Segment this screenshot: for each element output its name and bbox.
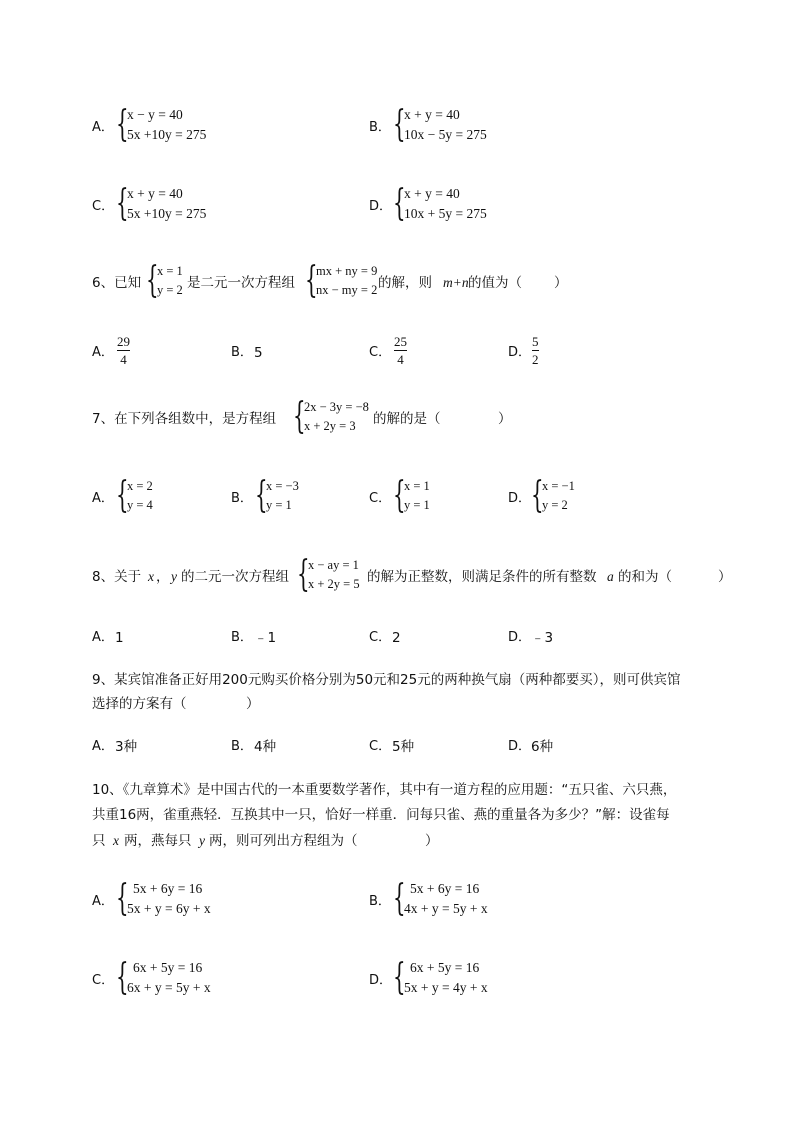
question-text: 的解为正整数，则满足条件的所有整数: [367, 569, 597, 585]
question-text: 共重16两，雀重燕轻．互换其中一只，恰好一样重．问每只雀、燕的重量各为多少？”解：设雀每: [92, 807, 670, 823]
equation-system: [305, 262, 377, 300]
left-brace: {: [116, 475, 129, 516]
equation-system: [116, 958, 211, 998]
question-text: ，: [156, 569, 170, 585]
question-text: 10、《九章算术》是中国古代的一本重要数学著作，其中有一道方程的应用题：“五只雀、六只燕，: [92, 782, 677, 798]
option-value: 1: [115, 630, 124, 646]
equation: x − y = 40: [127, 107, 183, 122]
variable: x: [148, 569, 154, 584]
option-label: A．: [92, 120, 114, 135]
option-value: 2: [392, 630, 401, 646]
option-label: D．: [508, 630, 532, 645]
equation: x + 2y = 3: [304, 419, 356, 433]
equation: x + y = 40: [404, 186, 460, 201]
equation: 5x + 6y = 16: [133, 881, 203, 896]
equation-system: [116, 879, 211, 919]
equation: x + y = 40: [404, 107, 460, 122]
option-label: D．: [508, 345, 532, 360]
question-text: 是二元一次方程组: [187, 275, 295, 291]
equation: x + y = 40: [127, 186, 183, 201]
question-text: 只: [92, 833, 106, 849]
equation-system: [255, 477, 299, 515]
equation: x = 2: [127, 479, 153, 493]
fraction: [532, 334, 539, 367]
equation-system: [393, 184, 487, 224]
equation: x − ay = 1: [308, 558, 359, 572]
option-label: A．: [92, 894, 114, 909]
left-brace: {: [116, 183, 129, 224]
left-brace: {: [297, 554, 310, 595]
variable: m+n: [443, 275, 469, 290]
question-text: 的解的是（: [373, 411, 441, 427]
equation: 6x + 5y = 16: [410, 960, 480, 975]
equation: 2x − 3y = −8: [304, 400, 369, 414]
option-value: 3种: [115, 739, 138, 755]
equation: nx − my = 2: [316, 283, 378, 297]
option-label: B．: [231, 345, 253, 360]
left-brace: {: [293, 396, 306, 437]
question-text: ）: [554, 275, 568, 291]
question-text: 的解，则: [378, 275, 432, 291]
equation: y = 4: [127, 498, 153, 512]
left-brace: {: [305, 260, 318, 301]
question-text: 6、已知: [92, 275, 142, 291]
fraction: [117, 334, 130, 367]
option-label: D．: [508, 739, 532, 754]
option-label: B．: [231, 491, 253, 506]
equation-system: [293, 398, 369, 436]
fraction-bar: [117, 350, 130, 351]
option-value: ﹣1: [254, 630, 277, 646]
equation: x = 1: [157, 264, 183, 278]
option-label: C．: [369, 630, 392, 645]
left-brace: {: [116, 104, 129, 145]
option-value: 5种: [392, 739, 415, 755]
equation: 6x + y = 5y + x: [127, 980, 211, 995]
equation: 10x − 5y = 275: [404, 127, 487, 142]
equation: 5x +10y = 275: [127, 127, 207, 142]
equation-system: [116, 477, 153, 515]
left-brace: {: [393, 475, 406, 516]
denominator: 4: [397, 352, 404, 367]
solution-system: [146, 262, 183, 300]
question-text: ）: [246, 696, 260, 712]
option-label: D．: [369, 973, 393, 988]
question-text: 8、关于: [92, 569, 142, 585]
equation: 5x + y = 4y + x: [404, 980, 488, 995]
fraction: [394, 334, 407, 367]
question-text: 的值为（: [468, 275, 522, 291]
question-text: 9、某宾馆准备正好用200元购买价格分别为50元和25元的两种换气扇（两种都要买），则可供宾馆: [92, 672, 681, 688]
equation-system: [393, 477, 430, 515]
numerator: 29: [117, 334, 130, 349]
left-brace: {: [393, 104, 406, 145]
option-label: B．: [231, 630, 253, 645]
equation: x = −3: [266, 479, 299, 493]
equation: 4x + y = 5y + x: [404, 901, 488, 916]
equation: y = 2: [157, 283, 183, 297]
left-brace: {: [393, 183, 406, 224]
option-label: C．: [369, 491, 392, 506]
equation: 5x + y = 6y + x: [127, 901, 211, 916]
left-brace: {: [116, 878, 129, 919]
numerator: 25: [394, 334, 407, 349]
option-label: C．: [369, 739, 392, 754]
variable: y: [171, 569, 177, 584]
equation: y = 1: [404, 498, 430, 512]
question-text: 选择的方案有（: [92, 696, 187, 712]
option-value: 5: [254, 345, 263, 361]
left-brace: {: [255, 475, 268, 516]
equation: 5x +10y = 275: [127, 206, 207, 221]
equation-system: [393, 879, 488, 919]
option-label: B．: [369, 120, 391, 135]
equation-system: [531, 477, 575, 515]
option-label: A．: [92, 630, 114, 645]
equation: x = −1: [542, 479, 575, 493]
option-label: A．: [92, 345, 114, 360]
equation: x = 1: [404, 479, 430, 493]
question-text: ）: [718, 569, 732, 585]
equation: 6x + 5y = 16: [133, 960, 203, 975]
equation-system: [393, 958, 488, 998]
variable: a: [607, 569, 614, 584]
equation: x + 2y = 5: [308, 577, 360, 591]
equation-system: [116, 105, 206, 145]
option-label: A．: [92, 739, 114, 754]
equation: y = 1: [266, 498, 292, 512]
option-label: A．: [92, 491, 114, 506]
equation: 10x + 5y = 275: [404, 206, 487, 221]
left-brace: {: [393, 878, 406, 919]
question-text: ）: [425, 833, 439, 849]
question-text: ）: [498, 411, 512, 427]
option-value: 4种: [254, 739, 277, 755]
equation: 5x + 6y = 16: [410, 881, 480, 896]
question-text: 两，燕每只: [124, 833, 192, 849]
variable: y: [199, 833, 205, 848]
equation: mx + ny = 9: [316, 264, 378, 278]
option-label: B．: [231, 739, 253, 754]
option-label: D．: [369, 199, 393, 214]
option-label: C．: [92, 199, 115, 214]
numerator: 5: [532, 334, 539, 349]
denominator: 4: [120, 352, 127, 367]
denominator: 2: [532, 352, 539, 367]
variable: x: [113, 833, 119, 848]
option-label: C．: [369, 345, 392, 360]
left-brace: {: [116, 957, 129, 998]
fraction-bar: [532, 350, 539, 351]
question-text: 的二元一次方程组: [181, 569, 289, 585]
left-brace: {: [146, 260, 159, 301]
question-text: 的和为（: [618, 569, 672, 585]
equation-system: [393, 105, 487, 145]
equation-system: [116, 184, 206, 224]
option-value: ﹣3: [531, 630, 554, 646]
option-label: C．: [92, 973, 115, 988]
question-text: 两，则可列出方程组为（: [209, 833, 358, 849]
option-label: D．: [508, 491, 532, 506]
option-label: B．: [369, 894, 391, 909]
left-brace: {: [531, 475, 544, 516]
fraction-bar: [394, 350, 407, 351]
equation-system: [297, 556, 360, 594]
question-text: 7、在下列各组数中，是方程组: [92, 411, 277, 427]
equation: y = 2: [542, 498, 568, 512]
left-brace: {: [393, 957, 406, 998]
option-value: 6种: [531, 739, 554, 755]
